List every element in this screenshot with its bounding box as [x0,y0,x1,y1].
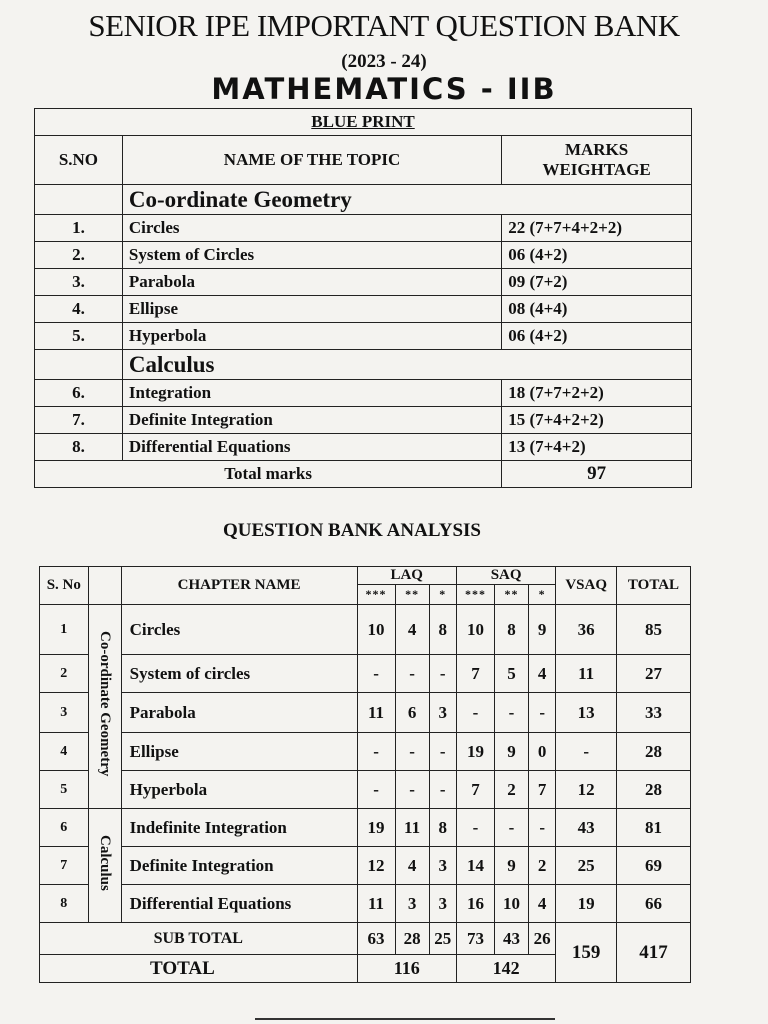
row-chapter: Indefinite Integration [121,809,357,847]
vsaq-value: 19 [556,885,617,923]
row-topic: Integration [122,380,501,407]
saq-2star: 9 [494,733,528,771]
row-sno: 8 [40,885,89,923]
question-bank-analysis-table [39,566,691,983]
blue-print-title-row [35,109,692,136]
row-topic: Definite Integration [122,407,501,434]
row-total: 69 [616,847,690,885]
blue-print-table [34,108,692,488]
category-calculus [88,809,121,923]
row-total: 33 [616,693,690,733]
vsaq-value: - [556,733,617,771]
saq-1star: - [528,809,555,847]
table-row [40,847,691,885]
row-total: 85 [616,605,690,655]
table-row [40,771,691,809]
row-sno: 3 [40,693,89,733]
row-total: 66 [616,885,690,923]
laq-1star: 3 [429,693,456,733]
saq-3star: 7 [456,771,494,809]
saq-2star: 2 [494,771,528,809]
document-title: SENIOR IPE IMPORTANT QUESTION BANK [88,8,680,43]
laq-1star: - [429,771,456,809]
saq-3star: 19 [456,733,494,771]
saq-1star: 4 [528,655,555,693]
row-chapter: Parabola [121,693,357,733]
laq-2star: 3 [395,885,429,923]
table-row [35,215,692,242]
category-label: Calculus [97,835,114,891]
subtotal-saq-3star: 73 [456,923,494,955]
row-topic: Ellipse [122,296,501,323]
subtotal-laq-1star: 25 [429,923,456,955]
vsaq-value: 12 [556,771,617,809]
saq-3star: - [456,693,494,733]
row-marks: 06 (4+2) [502,242,692,269]
row-chapter: Definite Integration [121,847,357,885]
laq-2star: - [395,733,429,771]
vsaq-value: 13 [556,693,617,733]
row-chapter: Ellipse [121,733,357,771]
table-row [40,605,691,655]
saq-3star: - [456,809,494,847]
row-sno: 5 [40,771,89,809]
subtotal-laq-2star: 28 [395,923,429,955]
row-sno: 7 [40,847,89,885]
grand-total: 417 [616,923,690,983]
laq-1star: 8 [429,605,456,655]
subtotal-row [40,923,691,955]
star-header: ** [395,585,429,605]
laq-2star: 11 [395,809,429,847]
marks-header-line2: WEIGHTAGE [542,160,651,179]
row-marks: 18 (7+7+2+2) [502,380,692,407]
laq-2star: - [395,655,429,693]
laq-3star: 12 [357,847,395,885]
saq-3star: 7 [456,655,494,693]
table-row [35,269,692,296]
row-marks: 22 (7+7+4+2+2) [502,215,692,242]
row-chapter: System of circles [121,655,357,693]
row-marks: 06 (4+2) [502,323,692,350]
blue-print-header-row [35,136,692,185]
category-label: Co-ordinate Geometry [97,631,114,777]
row-topic: Circles [122,215,501,242]
row-total: 28 [616,771,690,809]
category-coordinate-geometry [88,605,121,809]
saq-1star: 0 [528,733,555,771]
laq-3star: - [357,733,395,771]
section-row [35,185,692,215]
row-sno: 4 [40,733,89,771]
subtotal-saq-1star: 26 [528,923,555,955]
row-topic: Parabola [122,269,501,296]
laq-3star: - [357,655,395,693]
row-marks: 13 (7+4+2) [502,434,692,461]
academic-year: (2023 - 24) [341,51,427,72]
laq-1star: 3 [429,847,456,885]
laq-3star: 19 [357,809,395,847]
table-row [35,323,692,350]
table-row [40,693,691,733]
star-header: *** [456,585,494,605]
section-row [35,350,692,380]
row-topic: Differential Equations [122,434,501,461]
row-sno: 6. [35,380,123,407]
col-saq-header: SAQ [456,567,555,585]
row-chapter: Differential Equations [121,885,357,923]
laq-3star: 10 [357,605,395,655]
laq-2star: 6 [395,693,429,733]
laq-2star: 4 [395,605,429,655]
saq-2star: - [494,693,528,733]
star-header: ** [494,585,528,605]
table-row [40,733,691,771]
col-sno-header: S. No [40,567,89,605]
row-marks: 08 (4+4) [502,296,692,323]
row-sno: 5. [35,323,123,350]
laq-2star: - [395,771,429,809]
subject-title: MATHEMATICS - IIB [211,72,557,106]
row-sno: 7. [35,407,123,434]
saq-1star: - [528,693,555,733]
row-total: 28 [616,733,690,771]
table-row [40,885,691,923]
section-calculus: Calculus [122,350,691,380]
row-sno: 1 [40,605,89,655]
subtotal-laq-3star: 63 [357,923,395,955]
vsaq-value: 25 [556,847,617,885]
saq-3star: 10 [456,605,494,655]
col-topic-header: NAME OF THE TOPIC [122,136,501,185]
total-label: TOTAL [40,955,358,983]
subtotal-label: SUB TOTAL [40,923,358,955]
row-marks: 15 (7+4+2+2) [502,407,692,434]
bottom-divider [255,1018,555,1020]
col-laq-header: LAQ [357,567,456,585]
laq-1star: 8 [429,809,456,847]
marks-header-line1: MARKS [564,140,629,159]
table-row [40,809,691,847]
vsaq-value: 43 [556,809,617,847]
row-sno: 8. [35,434,123,461]
analysis-header-row [40,567,691,585]
table-row [35,434,692,461]
subtotal-vsaq: 159 [556,923,617,983]
vsaq-value: 11 [556,655,617,693]
total-marks-value: 97 [502,461,692,488]
laq-3star: 11 [357,693,395,733]
row-sno: 3. [35,269,123,296]
table-row [35,380,692,407]
laq-1star: - [429,733,456,771]
star-header: * [528,585,555,605]
saq-2star: 10 [494,885,528,923]
blue-print-title: BLUE PRINT [311,112,415,131]
saq-1star: 2 [528,847,555,885]
row-marks: 09 (7+2) [502,269,692,296]
saq-2star: - [494,809,528,847]
row-sno: 6 [40,809,89,847]
row-sno: 2 [40,655,89,693]
total-row [35,461,692,488]
col-vsaq-header: VSAQ [556,567,617,605]
table-row [35,296,692,323]
saq-1star: 4 [528,885,555,923]
total-marks-label: Total marks [35,461,502,488]
laq-3star: - [357,771,395,809]
saq-2star: 8 [494,605,528,655]
row-sno: 4. [35,296,123,323]
laq-1star: 3 [429,885,456,923]
row-sno: 2. [35,242,123,269]
row-topic: Hyperbola [122,323,501,350]
laq-3star: 11 [357,885,395,923]
table-row [35,242,692,269]
subtotal-saq-2star: 43 [494,923,528,955]
saq-1star: 7 [528,771,555,809]
laq-1star: - [429,655,456,693]
star-header: *** [357,585,395,605]
row-chapter: Circles [121,605,357,655]
saq-3star: 14 [456,847,494,885]
row-sno: 1. [35,215,123,242]
col-sno-header: S.NO [35,136,123,185]
section-coordinate-geometry: Co-ordinate Geometry [122,185,691,215]
row-total: 81 [616,809,690,847]
saq-2star: 9 [494,847,528,885]
saq-3star: 16 [456,885,494,923]
row-total: 27 [616,655,690,693]
col-chapter-header: CHAPTER NAME [121,567,357,605]
analysis-title: QUESTION BANK ANALYSIS [223,520,481,541]
laq-2star: 4 [395,847,429,885]
saq-2star: 5 [494,655,528,693]
saq-1star: 9 [528,605,555,655]
total-saq: 142 [456,955,555,983]
row-topic: System of Circles [122,242,501,269]
table-row [35,407,692,434]
row-chapter: Hyperbola [121,771,357,809]
col-marks-header [502,136,692,185]
vsaq-value: 36 [556,605,617,655]
col-total-header: TOTAL [616,567,690,605]
table-row [40,655,691,693]
total-laq: 116 [357,955,456,983]
star-header: * [429,585,456,605]
